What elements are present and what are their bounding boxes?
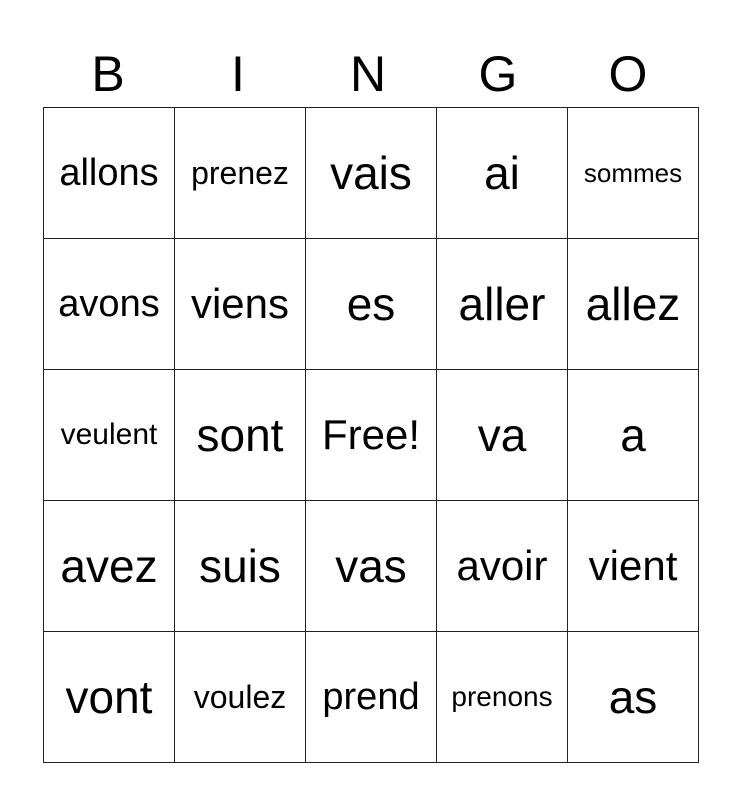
board-row <box>44 108 699 239</box>
cell-word: va <box>477 409 527 461</box>
board-cell[interactable] <box>306 239 437 370</box>
board-cell[interactable] <box>437 632 568 763</box>
board-cell[interactable] <box>175 632 306 763</box>
board-cell[interactable] <box>437 239 568 370</box>
cell-word: sommes <box>583 157 683 188</box>
cell-word: voulez <box>193 678 287 715</box>
cell-word: viens <box>190 280 290 327</box>
cell-word: aller <box>458 278 546 330</box>
cell-word: prenons <box>451 681 553 712</box>
cell-word: avoir <box>456 542 548 589</box>
cell-word: ai <box>484 147 520 199</box>
board-cell[interactable] <box>306 108 437 239</box>
board-cell[interactable] <box>437 370 568 501</box>
cell-word: allons <box>59 151 159 194</box>
bingo-board <box>43 107 699 763</box>
header-letter-b: B <box>91 46 125 102</box>
cell-word: prenez <box>191 154 289 191</box>
header-letter-i: I <box>231 46 245 102</box>
board-row <box>44 501 699 632</box>
board-cell[interactable] <box>437 501 568 632</box>
board-cell[interactable] <box>568 108 699 239</box>
cell-word: allez <box>585 278 681 330</box>
cell-word: prend <box>322 675 420 718</box>
board-row <box>44 370 699 501</box>
board-cell[interactable] <box>437 108 568 239</box>
cell-word: vais <box>330 147 412 199</box>
board-cell[interactable] <box>44 501 175 632</box>
board-cell[interactable] <box>44 370 175 501</box>
board-cell[interactable] <box>568 501 699 632</box>
cell-word: vient <box>588 542 678 589</box>
board-cell[interactable] <box>568 370 699 501</box>
cell-word: as <box>608 671 658 723</box>
cell-word: sont <box>196 409 284 461</box>
header-letter-o: O <box>608 46 648 102</box>
free-space-cell[interactable] <box>306 370 437 501</box>
board-cell[interactable] <box>175 501 306 632</box>
board-row <box>44 632 699 763</box>
cell-word: a <box>620 409 646 461</box>
board-cell[interactable] <box>175 370 306 501</box>
cell-word: veulent <box>60 418 158 451</box>
board-cell[interactable] <box>568 239 699 370</box>
board-cell[interactable] <box>306 632 437 763</box>
cell-word: avez <box>60 540 158 592</box>
cell-word: vas <box>335 540 407 592</box>
board-cell[interactable] <box>568 632 699 763</box>
board-cell[interactable] <box>175 239 306 370</box>
cell-word: es <box>346 278 396 330</box>
board-cell[interactable] <box>175 108 306 239</box>
bingo-header <box>43 40 693 108</box>
free-space-label: Free! <box>321 411 421 458</box>
cell-word: suis <box>199 540 281 592</box>
header-letter-n: N <box>349 46 387 102</box>
header-letter-g: G <box>478 46 518 102</box>
board-cell[interactable] <box>44 108 175 239</box>
board-cell[interactable] <box>44 632 175 763</box>
board-row <box>44 239 699 370</box>
cell-word: vont <box>65 671 153 723</box>
board-cell[interactable] <box>44 239 175 370</box>
cell-word: avons <box>58 282 160 325</box>
board-cell[interactable] <box>306 501 437 632</box>
